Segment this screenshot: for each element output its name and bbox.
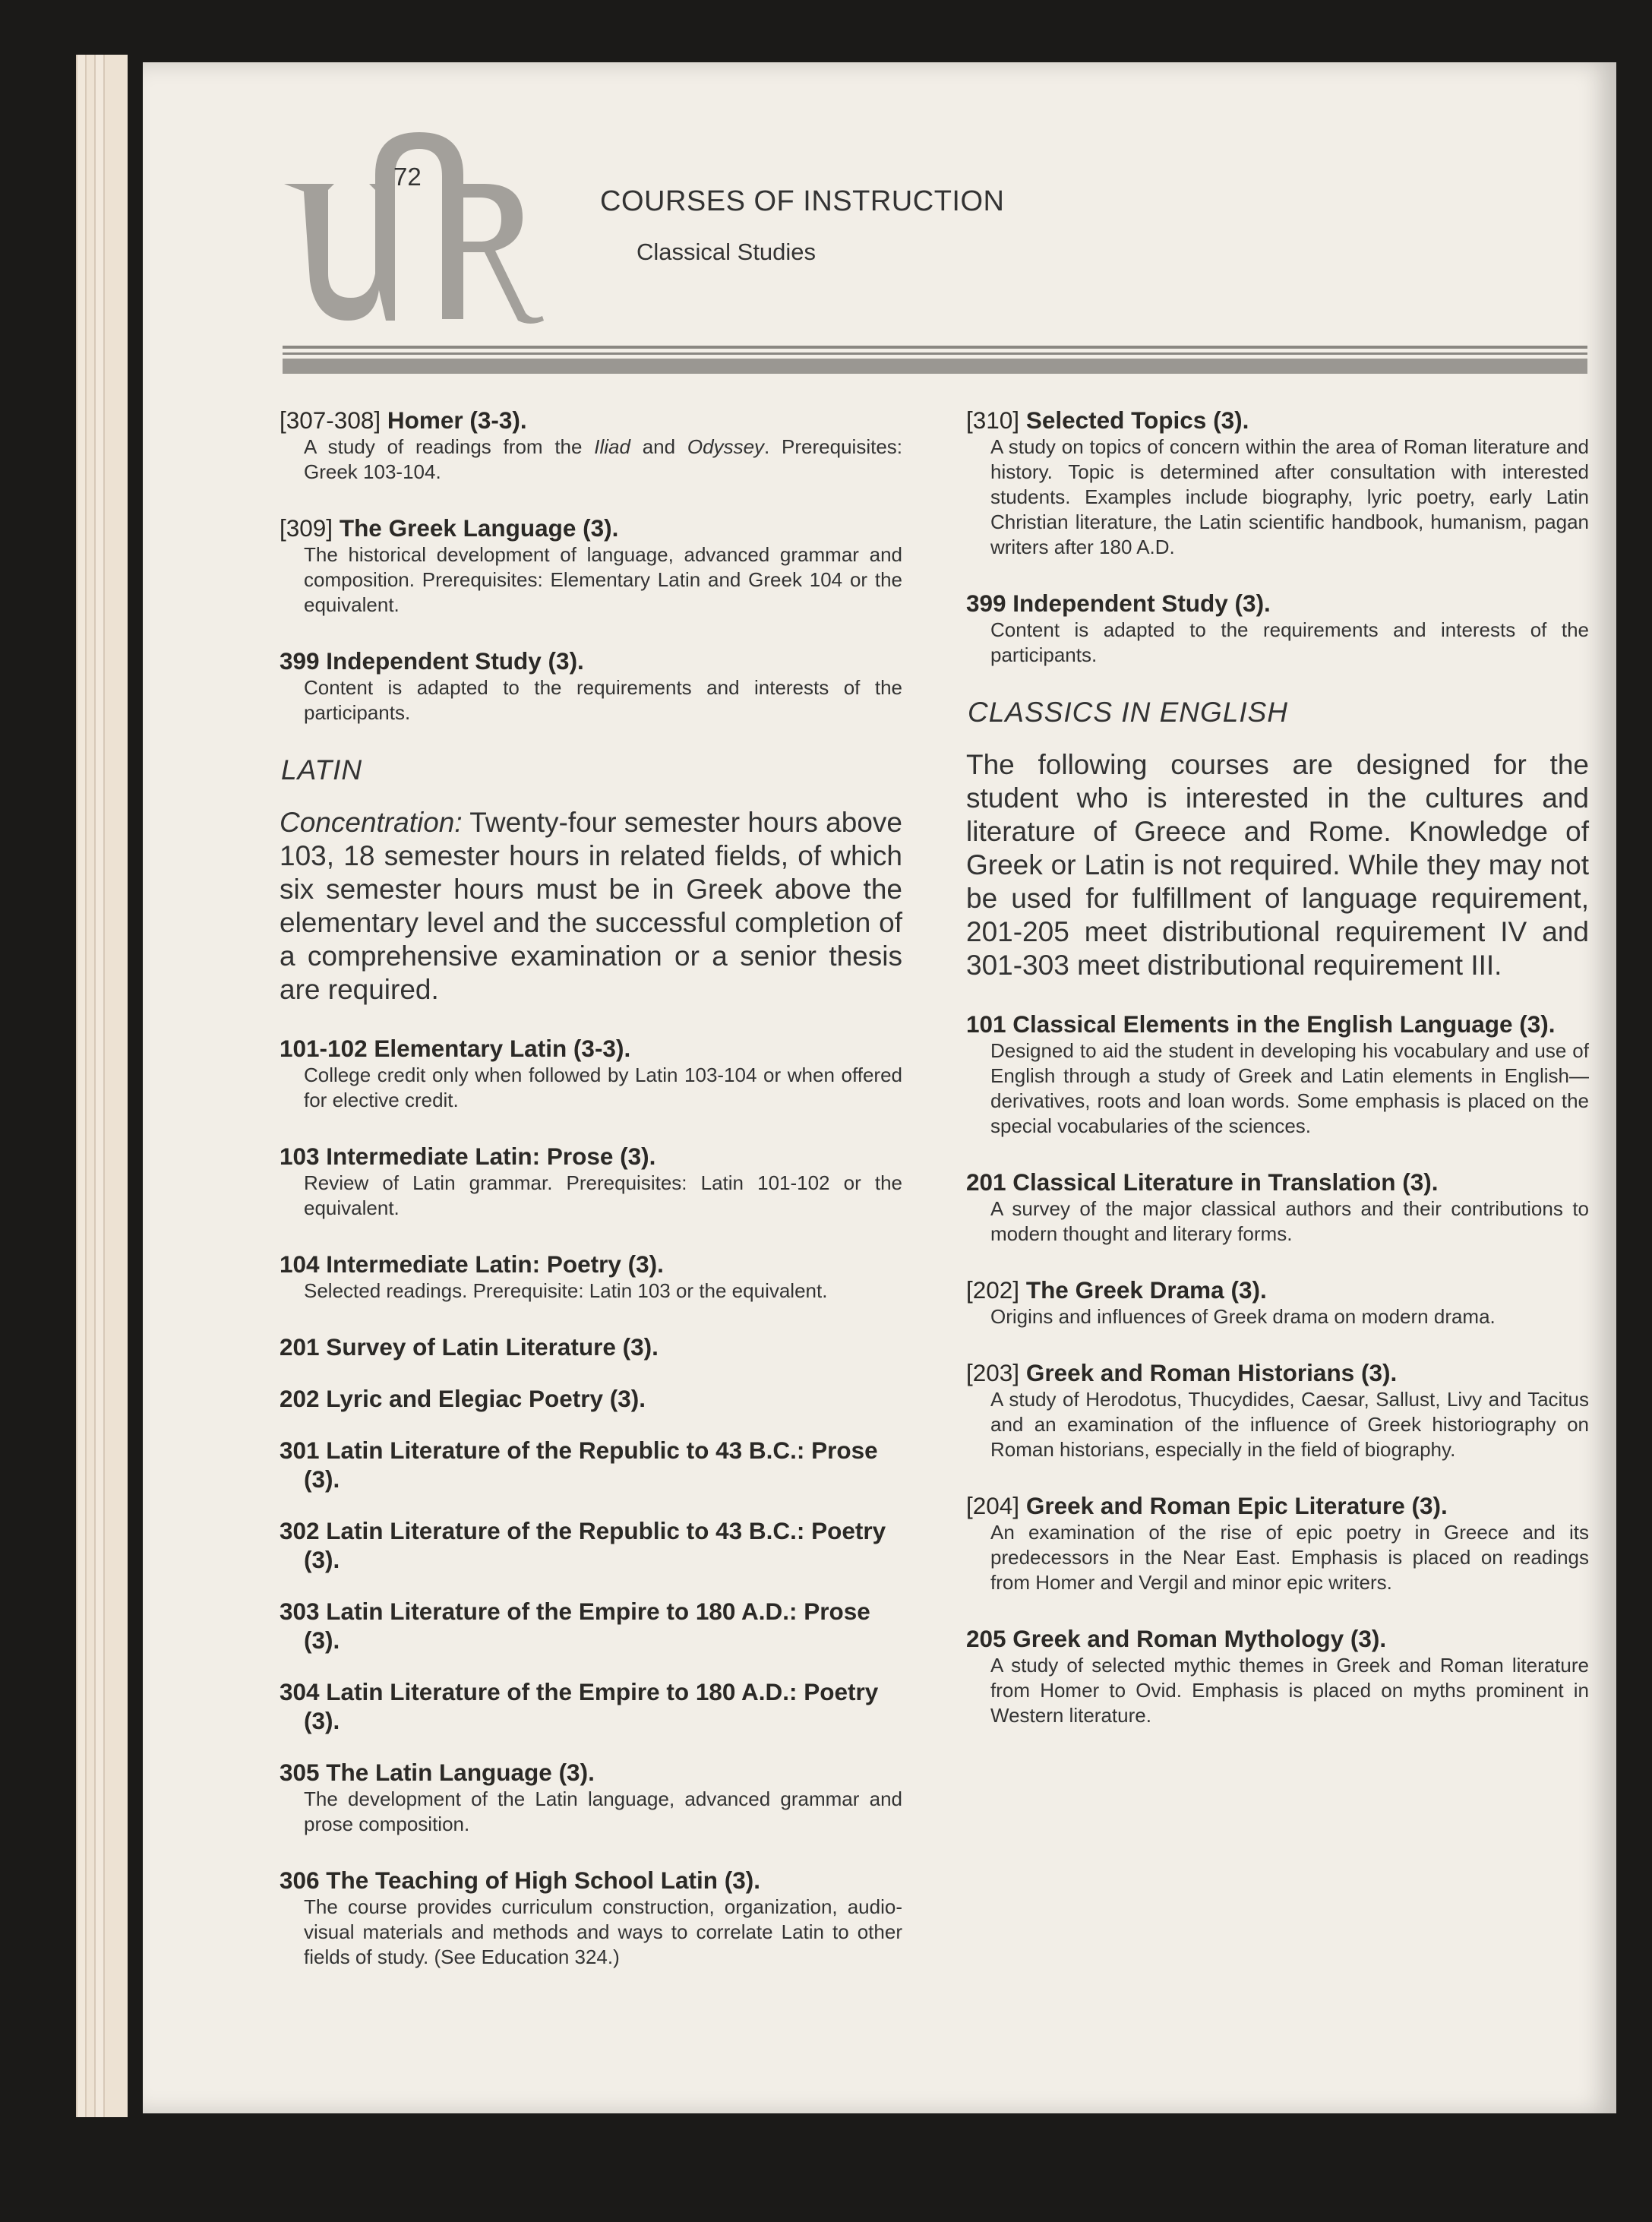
course-latin-305: 305 The Latin Language (3). The development of the Latin language, advanced grammar and prose composition. [280,1759,902,1835]
course-latin-310: [310] Selected Topics (3). A study on topics of concern within the area of Roman literature and history. Topic is determined after consultation with interested students. Examples include biography, lyric poetry, early Latin Christian literature, the Latin scientific handbook, humanism, pagan writers after 180 A.D. [966,406,1589,558]
latin-concentration: Concentration: Twenty-four semester hours above 103, 18 semester hours in related fields, of which six semester hours must be in Greek above the elementary level and the successful completion of a comprehensive examination or a senior thesis are required. [280,807,902,1005]
course-english-201: 201 Classical Literature in Translation (3). A survey of the major classical authors and their contributions to modern thought and literary forms. [966,1168,1589,1245]
right-column [966,406,1589,1757]
left-column [280,406,902,1999]
course-latin-101-102: 101-102 Elementary Latin (3-3). College credit only when followed by Latin 103-104 or when offered for elective credit. [280,1035,902,1111]
course-latin-201: 201 Survey of Latin Literature (3). [280,1333,659,1361]
page-title: COURSES OF INSTRUCTION [600,185,1005,217]
page-subtitle: Classical Studies [636,239,817,265]
course-greek-independent-study: 399 Independent Study (3). Content is adapted to the requirements and interests of the participants. [280,647,902,724]
course-latin-306: 306 The Teaching of High School Latin (3). The course provides curriculum construction, organization, audio-visual materials and methods and ways to correlate Latin to other fields of study. (See Education 324.) [280,1866,902,1968]
course-latin-301: 301 Latin Literature of the Republic to 43 B.C.: Prose (3). [280,1437,878,1493]
header-rule [283,346,1587,376]
course-english-205: 205 Greek and Roman Mythology (3). A study of selected mythic themes in Greek and Roman literature from Homer to Ovid. Emphasis is placed on myths prominent in Western literature. [966,1625,1589,1727]
course-latin-104: 104 Intermediate Latin: Poetry (3). Selected readings. Prerequisite: Latin 103 or the equivalent. [280,1250,828,1302]
course-english-203: [203] Greek and Roman Historians (3). A study of Herodotus, Thucydides, Caesar, Sallust, Livy and Tacitus and an examination of the influence of Greek historiography on Roman historians, especially in the field of biography. [966,1359,1589,1461]
course-latin-103: 103 Intermediate Latin: Prose (3). Review of Latin grammar. Prerequisites: Latin 101-102 or the equivalent. [280,1143,902,1219]
classics-in-english-intro: The following courses are designed for the student who is interested in the cultures and literature of Greece and Rome. Knowledge of Greek or Latin is not required. While they may not be used for fulfillment of language requirement, 201-205 meet distributional requirement IV and 301-303 meet distributional requirement III. [966,749,1589,981]
course-greek-homer: [307-308] Homer (3-3). A study of readings from the Iliad and Odyssey. Prerequisites: Greek 103-104. [280,406,903,483]
section-heading-classics-in-english: CLASSICS IN ENGLISH [968,697,1289,728]
section-heading-latin: LATIN [281,754,363,785]
course-english-101: 101 Classical Elements in the English Language (3). Designed to aid the student in developing his vocabulary and use of English through a study of Greek and Latin elements in English—derivatives, roots and loan words. Some emphasis is placed on the special vocabularies of the sciences. [966,1010,1589,1137]
course-latin-399: 399 Independent Study (3). Content is adapted to the requirements and interests of the participants. [966,589,1589,666]
course-greek-language: [309] The Greek Language (3). The historical development of language, advanced grammar and composition. Prerequisites: Elementary Latin and Greek 104 or the equivalent. [280,514,902,616]
course-latin-304: 304 Latin Literature of the Empire to 180 A.D.: Poetry (3). [280,1678,879,1734]
course-latin-303: 303 Latin Literature of the Empire to 180 A.D.: Prose (3). [280,1598,870,1654]
course-english-202: [202] The Greek Drama (3). Origins and influences of Greek drama on modern drama. [966,1276,1496,1328]
course-english-204: [204] Greek and Roman Epic Literature (3). An examination of the rise of epic poetry in Greece and its predecessors in the Near East. Emphasis is placed on readings from Homer and Vergil and minor epic writers. [966,1492,1589,1594]
course-latin-202: 202 Lyric and Elegiac Poetry (3). [280,1385,646,1412]
ur-logo-icon [281,122,570,327]
page-number: 72 [393,163,422,191]
course-latin-302: 302 Latin Literature of the Republic to 43 B.C.: Poetry (3). [280,1517,886,1573]
